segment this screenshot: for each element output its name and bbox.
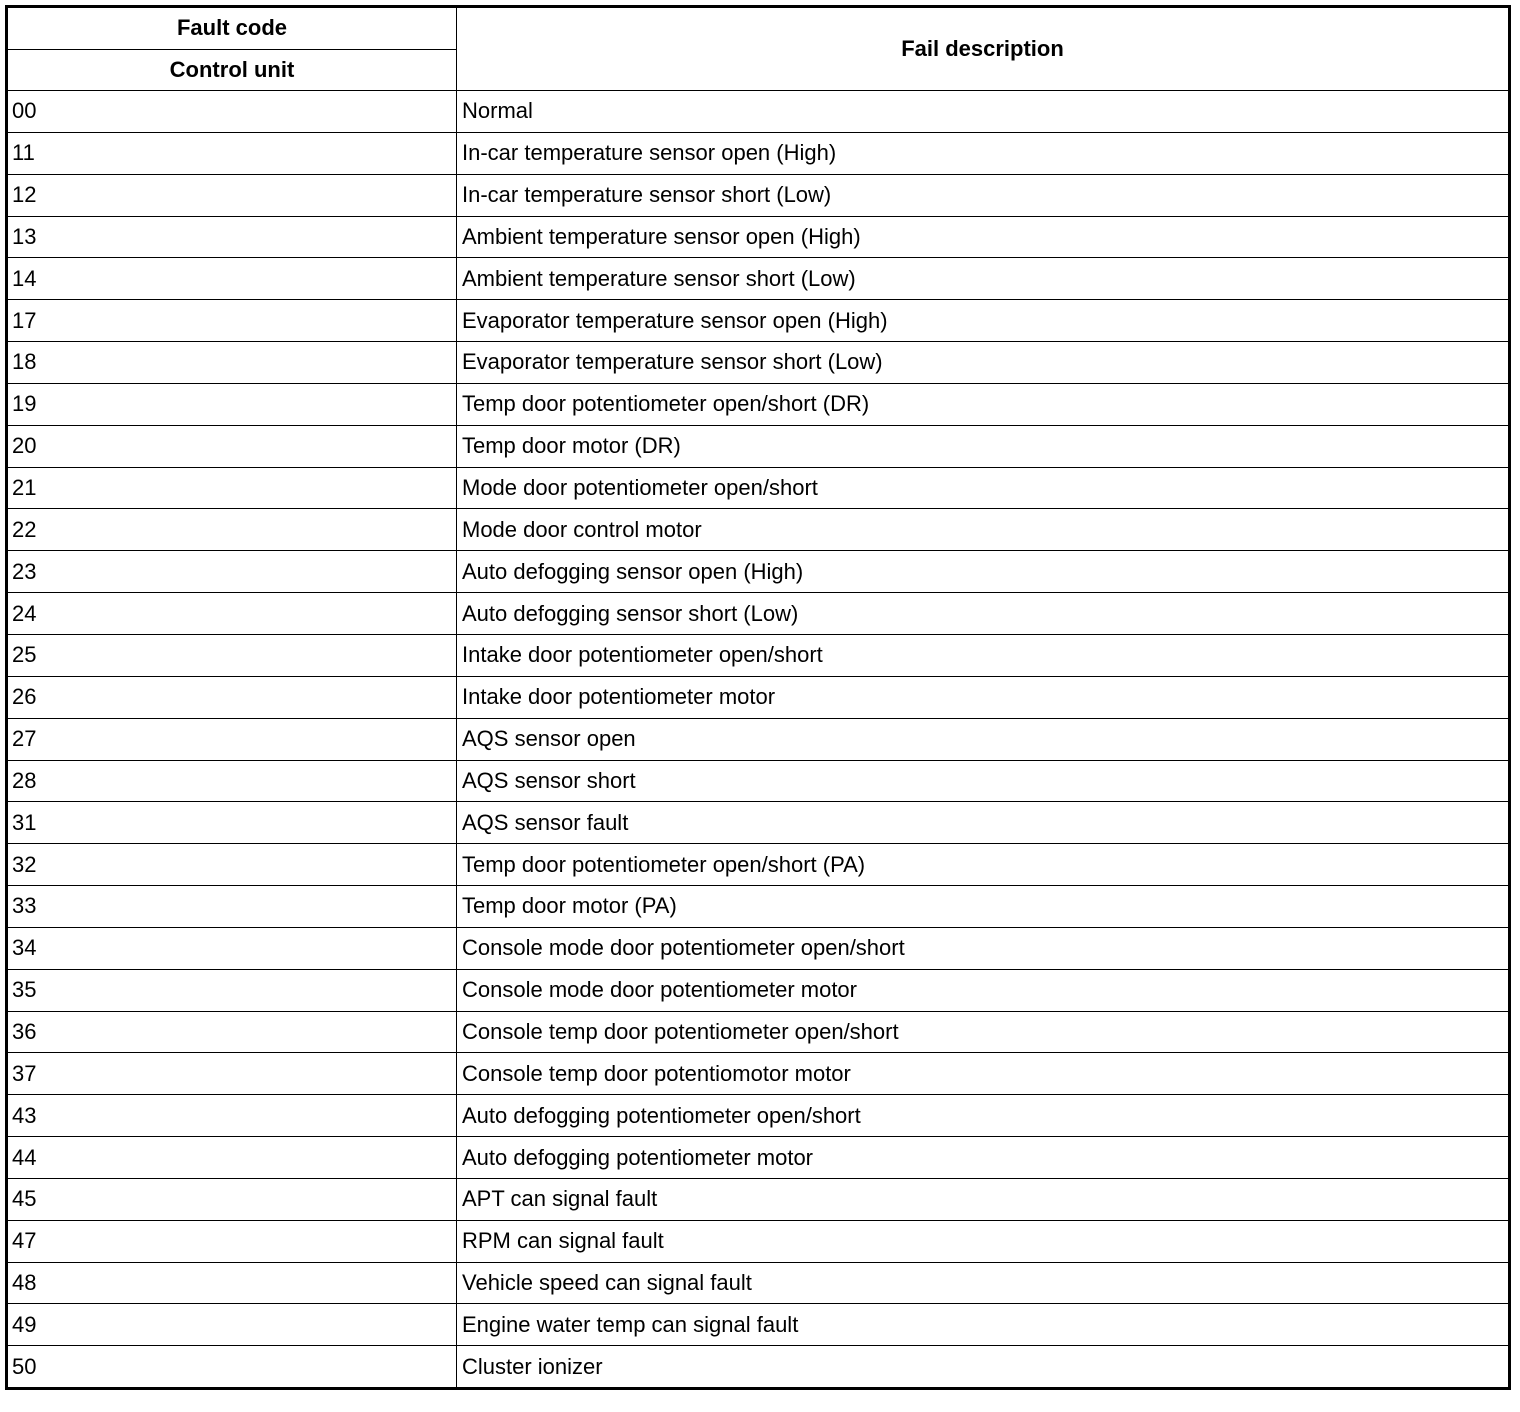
fault-code-cell: 26	[7, 676, 457, 718]
fault-code-cell: 13	[7, 216, 457, 258]
fault-code-cell: 36	[7, 1011, 457, 1053]
fault-code-cell: 27	[7, 718, 457, 760]
fault-code-cell: 22	[7, 509, 457, 551]
fail-description-cell: Mode door potentiometer open/short	[457, 467, 1510, 509]
fail-description-cell: APT can signal fault	[457, 1178, 1510, 1220]
header-row-top	[7, 7, 1510, 50]
fail-description-cell: Temp door potentiometer open/short (DR)	[457, 383, 1510, 425]
table-row	[7, 1053, 1510, 1095]
fault-code-cell: 18	[7, 342, 457, 384]
fail-description-cell: Ambient temperature sensor short (Low)	[457, 258, 1510, 300]
fail-description-cell: Auto defogging sensor open (High)	[457, 551, 1510, 593]
fail-description-cell: Mode door control motor	[457, 509, 1510, 551]
header-fail-description: Fail description	[457, 7, 1510, 91]
table-row	[7, 1262, 1510, 1304]
table-row	[7, 1220, 1510, 1262]
table-row	[7, 383, 1510, 425]
table-row	[7, 132, 1510, 174]
fault-code-cell: 21	[7, 467, 457, 509]
fail-description-cell: Auto defogging sensor short (Low)	[457, 593, 1510, 635]
table-row	[7, 1304, 1510, 1346]
fail-description-cell: AQS sensor short	[457, 760, 1510, 802]
fault-code-cell: 19	[7, 383, 457, 425]
fail-description-cell: Evaporator temperature sensor open (High)	[457, 300, 1510, 342]
fault-code-cell: 25	[7, 634, 457, 676]
table-row	[7, 425, 1510, 467]
fault-code-cell: 43	[7, 1095, 457, 1137]
fault-code-cell: 44	[7, 1137, 457, 1179]
fault-code-cell: 31	[7, 802, 457, 844]
fail-description-cell: Vehicle speed can signal fault	[457, 1262, 1510, 1304]
fail-description-cell: Intake door potentiometer open/short	[457, 634, 1510, 676]
fault-code-cell: 32	[7, 844, 457, 886]
fail-description-cell: In-car temperature sensor open (High)	[457, 132, 1510, 174]
fault-code-cell: 47	[7, 1220, 457, 1262]
table-row	[7, 1178, 1510, 1220]
table-row	[7, 760, 1510, 802]
table-row	[7, 551, 1510, 593]
fault-code-cell: 28	[7, 760, 457, 802]
fail-description-cell: Temp door motor (PA)	[457, 886, 1510, 928]
table-row	[7, 174, 1510, 216]
fail-description-cell: AQS sensor fault	[457, 802, 1510, 844]
fail-description-cell: Ambient temperature sensor open (High)	[457, 216, 1510, 258]
table-row	[7, 718, 1510, 760]
fail-description-cell: Console temp door potentiomotor motor	[457, 1053, 1510, 1095]
fault-code-cell: 49	[7, 1304, 457, 1346]
fail-description-cell: In-car temperature sensor short (Low)	[457, 174, 1510, 216]
fault-code-cell: 20	[7, 425, 457, 467]
table-row	[7, 927, 1510, 969]
table-row	[7, 509, 1510, 551]
header-fault-code: Fault code	[7, 7, 457, 50]
table-row	[7, 258, 1510, 300]
table-header	[7, 7, 1510, 91]
fail-description-cell: RPM can signal fault	[457, 1220, 1510, 1262]
fail-description-cell: AQS sensor open	[457, 718, 1510, 760]
fault-code-cell: 17	[7, 300, 457, 342]
table-row	[7, 969, 1510, 1011]
fault-code-cell: 34	[7, 927, 457, 969]
table-row	[7, 1011, 1510, 1053]
fail-description-cell: Console mode door potentiometer motor	[457, 969, 1510, 1011]
fault-code-cell: 12	[7, 174, 457, 216]
table-row	[7, 1346, 1510, 1389]
fault-code-cell: 11	[7, 132, 457, 174]
fault-code-cell: 14	[7, 258, 457, 300]
fault-code-cell: 33	[7, 886, 457, 928]
fail-description-cell: Normal	[457, 91, 1510, 133]
fault-code-cell: 00	[7, 91, 457, 133]
fault-code-cell: 50	[7, 1346, 457, 1389]
fault-code-cell: 23	[7, 551, 457, 593]
table-row	[7, 886, 1510, 928]
fail-description-cell: Engine water temp can signal fault	[457, 1304, 1510, 1346]
fault-code-cell: 37	[7, 1053, 457, 1095]
table-row	[7, 342, 1510, 384]
table-row	[7, 844, 1510, 886]
table-row	[7, 216, 1510, 258]
fault-code-cell: 24	[7, 593, 457, 635]
fault-code-cell: 35	[7, 969, 457, 1011]
table-body	[7, 91, 1510, 1389]
table-row	[7, 634, 1510, 676]
table-row	[7, 676, 1510, 718]
table-row	[7, 300, 1510, 342]
fail-description-cell: Temp door potentiometer open/short (PA)	[457, 844, 1510, 886]
fail-description-cell: Console mode door potentiometer open/short	[457, 927, 1510, 969]
table-row	[7, 593, 1510, 635]
header-control-unit: Control unit	[7, 49, 457, 91]
table-row	[7, 467, 1510, 509]
fault-code-cell: 45	[7, 1178, 457, 1220]
fail-description-cell: Cluster ionizer	[457, 1346, 1510, 1389]
fail-description-cell: Auto defogging potentiometer open/short	[457, 1095, 1510, 1137]
table-row	[7, 802, 1510, 844]
fail-description-cell: Intake door potentiometer motor	[457, 676, 1510, 718]
fail-description-cell: Temp door motor (DR)	[457, 425, 1510, 467]
fail-description-cell: Console temp door potentiometer open/short	[457, 1011, 1510, 1053]
fault-code-table	[5, 5, 1511, 1390]
fault-code-cell: 48	[7, 1262, 457, 1304]
table-row	[7, 91, 1510, 133]
fail-description-cell: Evaporator temperature sensor short (Low)	[457, 342, 1510, 384]
table-row	[7, 1137, 1510, 1179]
table-row	[7, 1095, 1510, 1137]
fail-description-cell: Auto defogging potentiometer motor	[457, 1137, 1510, 1179]
